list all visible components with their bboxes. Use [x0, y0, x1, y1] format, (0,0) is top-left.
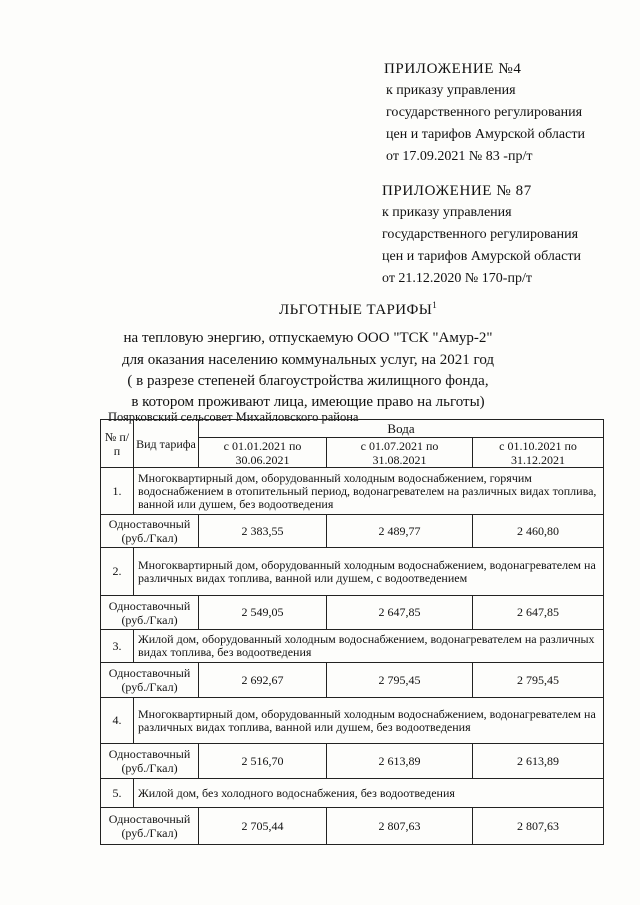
- appendix-1-line-2: государственного регулирования: [386, 105, 583, 120]
- tariff-value: 2 613,89: [327, 744, 473, 779]
- subtitle-line-1: на тепловую энергию, отпускаемую ООО "ТСК "Амур-2": [123, 330, 493, 346]
- footnote-marker: 1: [432, 300, 438, 310]
- table-row: [101, 698, 604, 744]
- tariff-value: 2 705,44: [199, 808, 327, 845]
- tariff-label: Одноставочный (руб./Гкал): [101, 663, 199, 698]
- appendix-2-line-2: государственного регулирования: [382, 227, 579, 242]
- row-description: Многоквартирный дом, оборудованный холодным водоснабжением, горячим водоснабжением в отопительный период, водонагревателем на различных видах топлива, ванной или душем, без водоотведения: [134, 468, 604, 515]
- appendix-2-title: ПРИЛОЖЕНИЕ № 87: [382, 183, 532, 199]
- tariff-label: Одноставочный (руб./Гкал): [101, 808, 199, 845]
- table-row: [101, 808, 604, 845]
- period-2: с 01.07.2021 по 31.08.2021: [327, 438, 473, 468]
- header-water: Вода: [199, 420, 604, 438]
- appendix-1-line-4: от 17.09.2021 № 83 -пр/т: [386, 149, 533, 164]
- appendix-1-line-1: к приказу управления: [386, 83, 516, 98]
- tariff-value: 2 795,45: [327, 663, 473, 698]
- table-row: [101, 596, 604, 630]
- appendix-1-line-3: цен и тарифов Амурской области: [386, 127, 585, 142]
- tariff-label: Одноставочный (руб./Гкал): [101, 596, 199, 630]
- table-header-row: [101, 420, 604, 438]
- tariff-label: Одноставочный (руб./Гкал): [101, 515, 199, 548]
- period-3: с 01.10.2021 по 31.12.2021: [473, 438, 604, 468]
- subtitle-line-3: ( в разрезе степеней благоустройства жилищного фонда,: [127, 373, 489, 389]
- table-row: [101, 515, 604, 548]
- row-number: 4.: [101, 698, 134, 744]
- table-row: [101, 630, 604, 663]
- subtitle-line-2: для оказания населению коммунальных услуг, на 2021 год: [121, 352, 495, 368]
- row-description: Жилой дом, без холодного водоснабжения, без водоотведения: [134, 779, 604, 808]
- subtitle-line-4: в котором проживают лица, имеющие право на льготы): [131, 394, 485, 410]
- appendix-1-title: ПРИЛОЖЕНИЕ №4: [384, 61, 522, 77]
- tariff-value: 2 489,77: [327, 515, 473, 548]
- row-number: 3.: [101, 630, 134, 663]
- appendix-2-line-1: к приказу управления: [382, 205, 512, 220]
- row-description: Многоквартирный дом, оборудованный холодным водоснабжением, водонагревателем на различных видах топлива, ванной или душем, с водоотведением: [134, 548, 604, 596]
- table-row: [101, 744, 604, 779]
- tariff-value: 2 460,80: [473, 515, 604, 548]
- row-number: 1.: [101, 468, 134, 515]
- tariff-value: 2 516,70: [199, 744, 327, 779]
- document-title-text: ЛЬГОТНЫЕ ТАРИФЫ: [279, 302, 433, 318]
- row-number: 5.: [101, 779, 134, 808]
- table-row: [101, 779, 604, 808]
- tariff-value: 2 647,85: [327, 596, 473, 630]
- header-tariff-type: Вид тарифа: [134, 420, 199, 468]
- document-title: [279, 300, 437, 319]
- row-number: 2.: [101, 548, 134, 596]
- table-row: [101, 468, 604, 515]
- period-1: с 01.01.2021 по 30.06.2021: [199, 438, 327, 468]
- tariff-value: 2 383,55: [199, 515, 327, 548]
- header-number: № п/п: [101, 420, 134, 468]
- tariff-value: 2 613,89: [473, 744, 604, 779]
- tariff-value: 2 647,85: [473, 596, 604, 630]
- tariff-value: 2 549,05: [199, 596, 327, 630]
- tariff-label: Одноставочный (руб./Гкал): [101, 744, 199, 779]
- tariff-value: 2 807,63: [473, 808, 604, 845]
- region-label: Поярковский сельсовет Михайловского района: [108, 410, 359, 424]
- table-row: [101, 663, 604, 698]
- appendix-2-line-4: от 21.12.2020 № 170-пр/т: [382, 271, 532, 286]
- tariff-table: [100, 419, 604, 845]
- appendix-2-line-3: цен и тарифов Амурской области: [382, 249, 581, 264]
- table-row: [101, 548, 604, 596]
- tariff-value: 2 807,63: [327, 808, 473, 845]
- row-description: Многоквартирный дом, оборудованный холодным водоснабжением, водонагревателем на различных видах топлива, ванной или душем, без водоотведения: [134, 698, 604, 744]
- tariff-value: 2 692,67: [199, 663, 327, 698]
- tariff-value: 2 795,45: [473, 663, 604, 698]
- row-description: Жилой дом, оборудованный холодным водоснабжением, водонагревателем на различных видах топлива, без водоотведения: [134, 630, 604, 663]
